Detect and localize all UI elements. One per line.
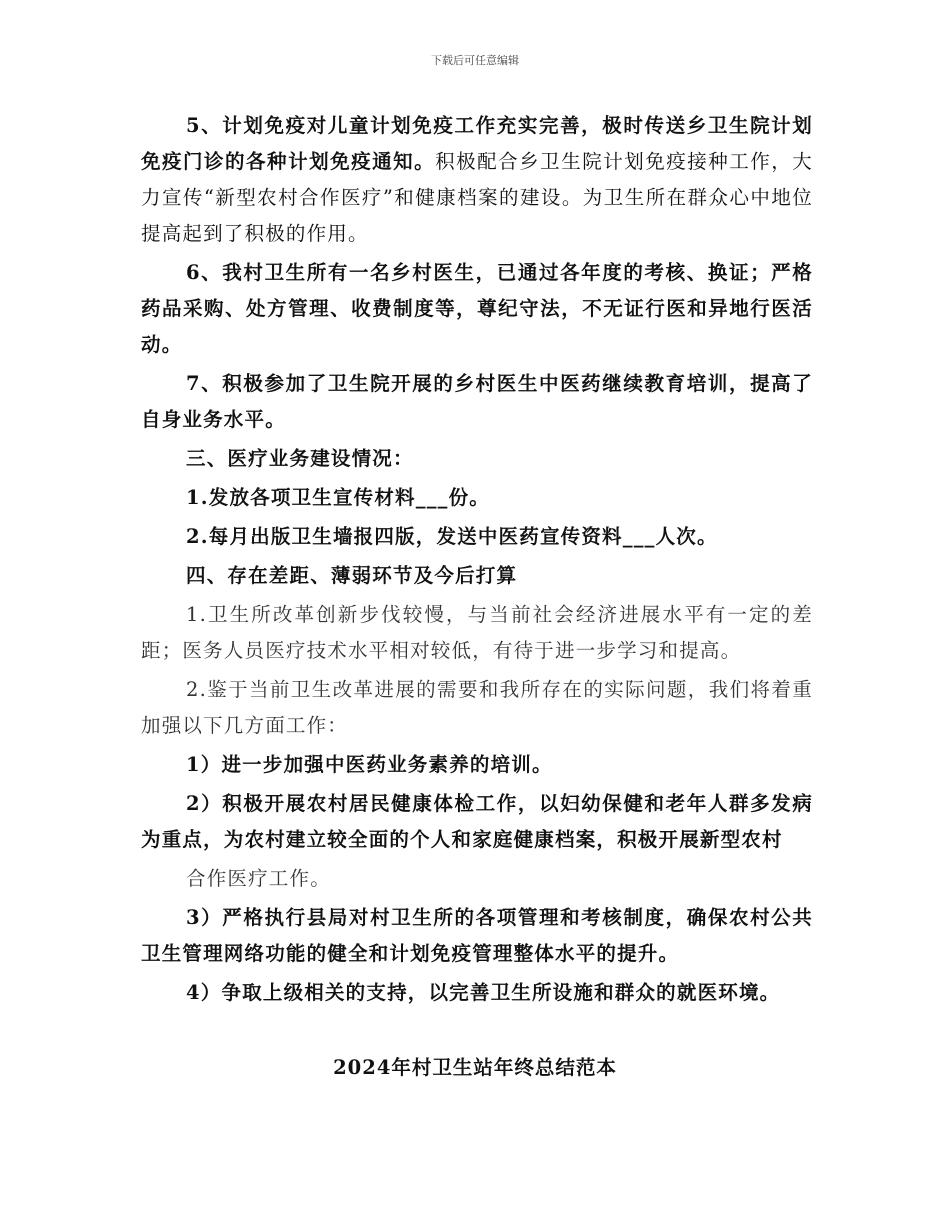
paragraph-5-normal: 积极配合乡卫生院计划免疫接种工作，大力宣传“新型农村合作医疗”和健康档案的建设。为卫生所在群众心中地位提高起到了积极的作用。: [141, 150, 813, 245]
sub-item-2: 2）积极开展农村居民健康体检工作，以妇幼保健和老年人群多发病为重点，为农村建立较全面的个人和家庭健康档案，积极开展新型农村: [141, 792, 813, 851]
sub-item-2-continued: 合作医疗工作。: [186, 867, 331, 890]
item-2: 2.每月出版卫生墙报四版，发送中医药宣传资料___人次。: [186, 525, 718, 548]
paragraph-5: [141, 108, 813, 252]
section-heading-4: 四、存在差距、薄弱环节及今后打算: [186, 564, 518, 587]
sub-item-1: 1）进一步加强中医药业务素养的培训。: [186, 753, 553, 776]
paragraph-4-2: 2.鉴于当前卫生改革进展的需要和我所存在的实际问题，我们将着重加强以下几方面工作：: [141, 678, 813, 737]
item-1: 1.发放各项卫生宣传材料___份。: [186, 486, 491, 509]
paragraph-5-bold: 5、计划免疫对儿童计划免疫工作充实完善，极时传送乡卫生院计划免疫门诊的各种计划免疫通知。: [141, 114, 813, 173]
paragraph-7: 7、积极参加了卫生院开展的乡村医生中医药继续教育培训，提高了自身业务水平。: [141, 372, 813, 431]
page-header: 下载后可任意编辑: [431, 54, 519, 67]
sub-item-3: 3）严格执行县局对村卫生所的各项管理和考核制度，确保农村公共卫生管理网络功能的健全和计划免疫管理整体水平的提升。: [141, 906, 813, 965]
section-heading-3: 三、医疗业务建设情况：: [186, 447, 414, 470]
paragraph-4-1: 1.卫生所改革创新步伐较慢，与当前社会经济进展水平有一定的差距；医务人员医疗技术水平相对较低，有待于进一步学习和提高。: [141, 603, 813, 662]
document-title: 2024年村卫生站年终总结范本: [333, 1056, 617, 1079]
document-body: [141, 108, 813, 1014]
paragraph-6: 6、我村卫生所有一名乡村医生，已通过各年度的考核、换证；严格药品采购、处方管理、收费制度等，尊纪守法，不无证行医和异地行医活动。: [141, 261, 813, 356]
sub-item-4: 4）争取上级相关的支持，以完善卫生所设施和群众的就医环境。: [186, 981, 781, 1004]
